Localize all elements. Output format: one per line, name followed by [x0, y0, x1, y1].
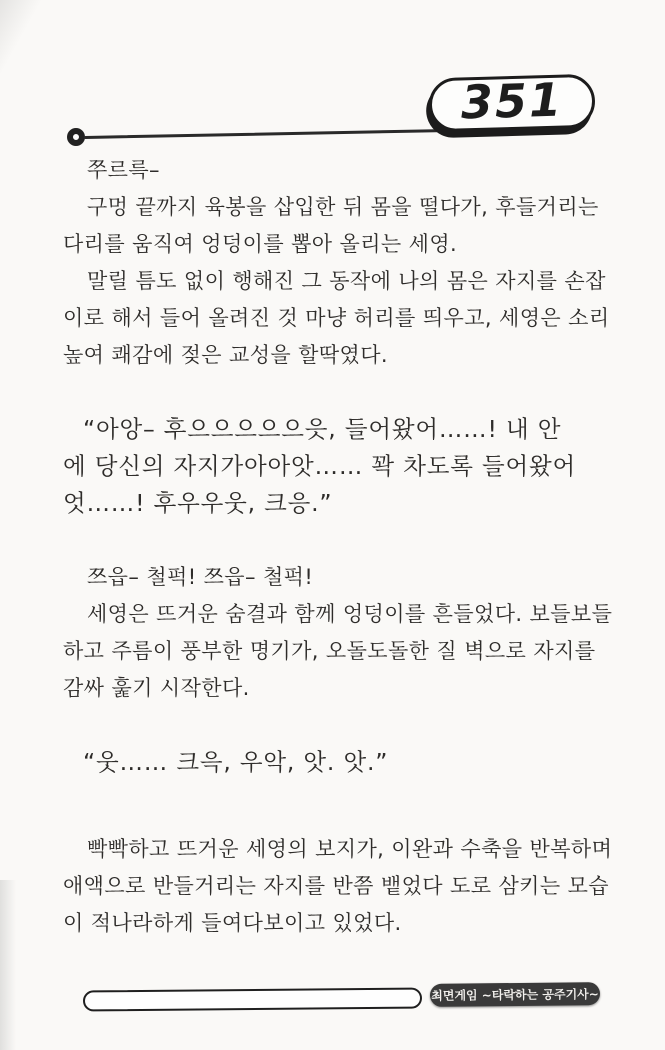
- text-line: 다리를 움직여 엉덩이를 뽑아 올리는 세영.: [63, 232, 458, 256]
- ring-icon: [67, 128, 85, 146]
- text-line: 이로 해서 들어 올려진 것 마냥 허리를 띄우고, 세영은 소리: [63, 306, 610, 330]
- text-line: 애액으로 반들거리는 자지를 반쯤 뱉었다 도로 삼키는 모습: [63, 874, 609, 898]
- scan-artifact-top-left: [0, 0, 46, 124]
- text-line: 구멍 끝까지 육봉을 삽입한 뒤 몸을 떨다가, 후들거리는: [87, 195, 599, 219]
- text-line: 빡빡하고 뜨거운 세영의 보지가, 이완과 수축을 반복하며: [87, 837, 613, 861]
- text-line: 높여 쾌감에 젖은 교성을 할딱였다.: [63, 343, 388, 367]
- text-line: 말릴 틈도 없이 행해진 그 동작에 나의 몸은 자지를 손잡: [87, 269, 606, 293]
- series-badge: [430, 982, 600, 1007]
- dialogue-paragraph: [63, 744, 608, 781]
- dialogue-paragraph: [63, 411, 608, 522]
- text-line: 엇……! 후우우웃, 크응.”: [63, 489, 333, 517]
- text-line: “웃…… 크윽, 우악, 앗. 앗.”: [83, 748, 389, 776]
- text-line: 에 당신의 자지가아아앗…… 꽉 차도록 들어왔어: [63, 452, 576, 480]
- footer-bar: [83, 988, 422, 1012]
- text-area: [63, 152, 613, 942]
- series-label: 최면게임 ~타락하는 공주기사~: [431, 987, 599, 1003]
- text-line: 쭈르륵–: [87, 158, 160, 182]
- text-line: 쯔읍– 철퍽! 쯔읍– 철퍽!: [87, 565, 314, 589]
- header-rule-line: [84, 129, 444, 139]
- page-number: 351: [460, 72, 564, 130]
- scan-artifact-bottom-left: [0, 880, 16, 1050]
- text-line: 이 적나라하게 들여다보이고 있었다.: [63, 911, 402, 935]
- narration-paragraph: [63, 559, 613, 707]
- narration-paragraph: [63, 152, 608, 374]
- text-line: 세영은 뜨거운 숨결과 함께 엉덩이를 흔들었다. 보들보들: [87, 602, 613, 626]
- text-line: 감싸 훑기 시작한다.: [63, 676, 250, 700]
- narration-paragraph: [63, 831, 613, 942]
- page-number-badge: [428, 74, 595, 133]
- text-line: 하고 주름이 풍부한 명기가, 오돌도돌한 질 벽으로 자지를: [63, 639, 596, 663]
- text-line: “아앙– 후으으으으으읏, 들어왔어……! 내 안: [83, 415, 562, 443]
